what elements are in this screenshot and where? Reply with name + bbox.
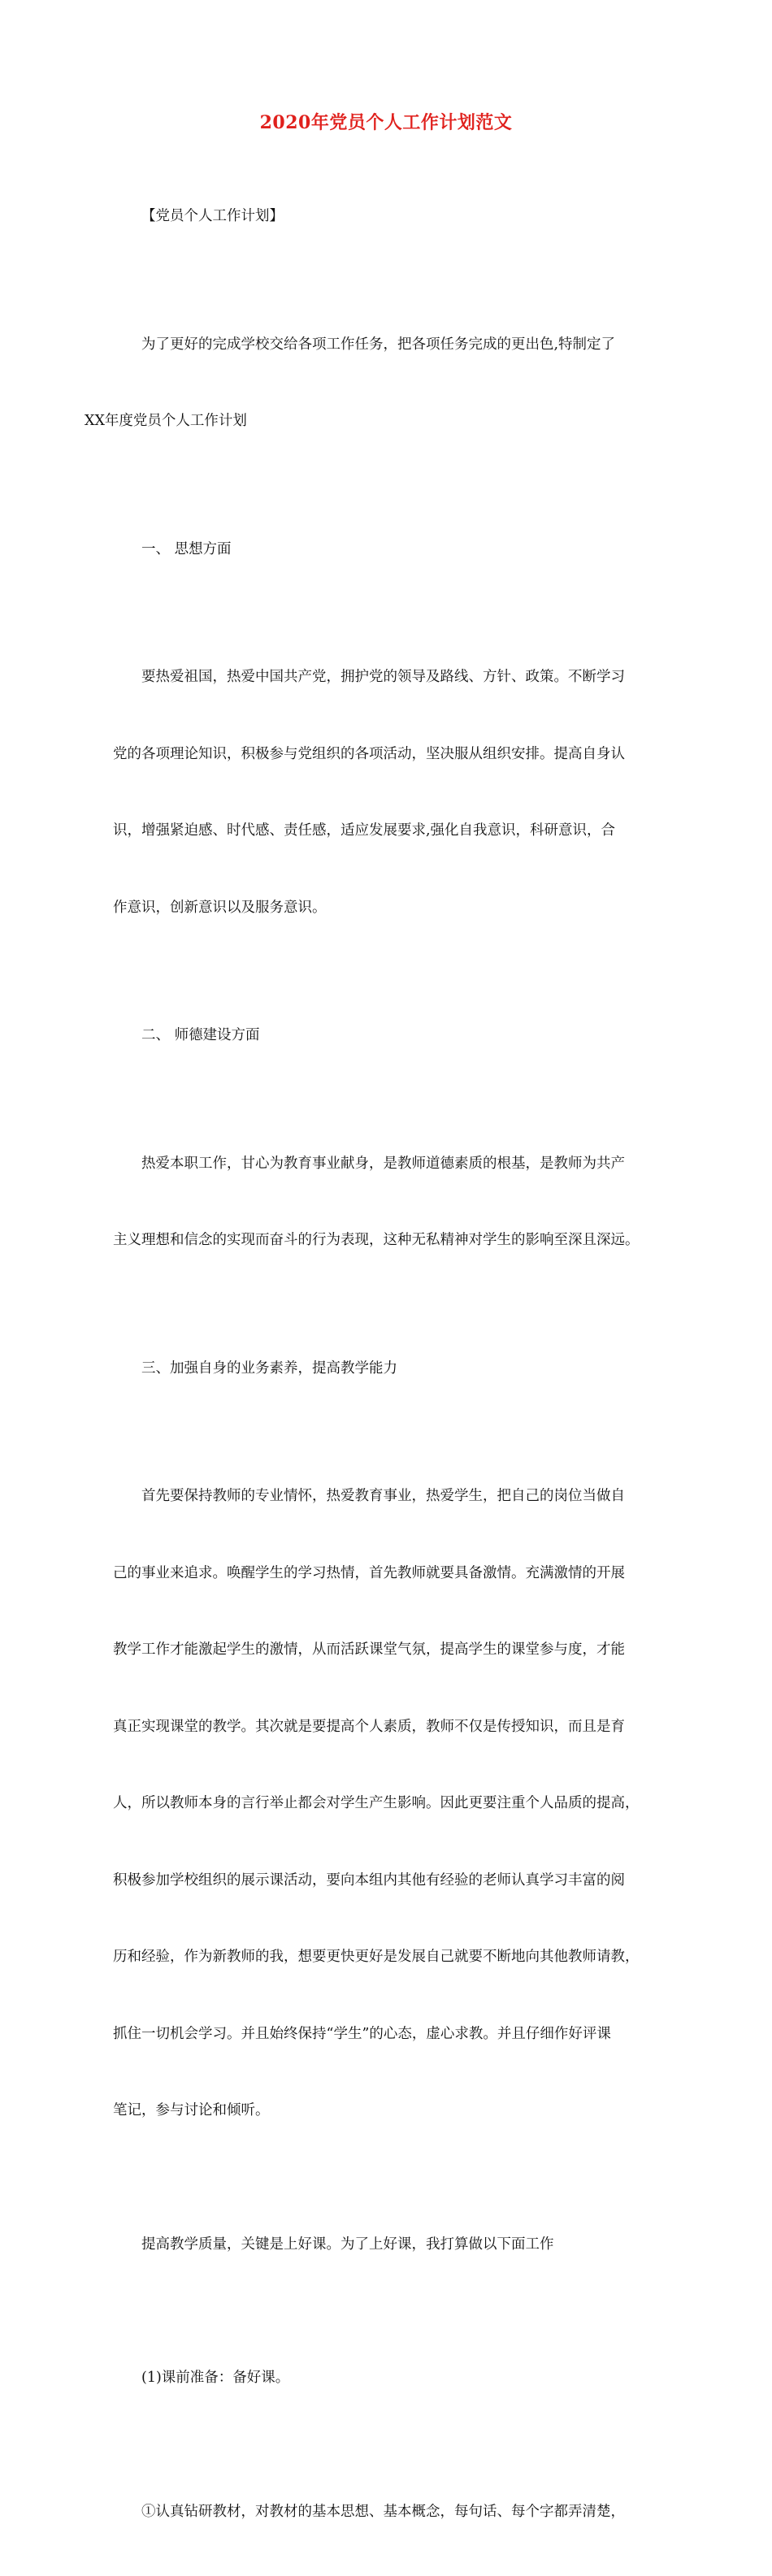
text-line: 要热爱祖国，热爱中国共产党，拥护党的领导及路线、方针、政策。不断学习 xyxy=(113,665,666,691)
text-line: 【党员个人工作计划】 xyxy=(113,204,666,230)
document-body xyxy=(113,153,666,2576)
section-heading-2 xyxy=(113,972,666,1100)
text-line: 三、加强自身的业务素养，提高教学能力 xyxy=(113,1356,666,1382)
paragraph-heading xyxy=(113,153,666,281)
paragraph-teaching-quality xyxy=(113,2181,666,2309)
text-line: 为了更好的完成学校交给各项工作任务，把各项任务完成的更出色,特制定了 xyxy=(113,332,666,358)
text-line: 热爱本职工作，甘心为教育事业献身，是教师道德素质的根基，是教师为共产 xyxy=(113,1151,666,1177)
text-line: 笔记，参与讨论和倾听。 xyxy=(85,2098,666,2124)
text-line: (1)课前准备：备好课。 xyxy=(113,2366,666,2392)
text-line: XX年度党员个人工作计划 xyxy=(85,409,666,435)
text-line: 一、 思想方面 xyxy=(113,537,666,563)
text-line: 主义理想和信念的实现而奋斗的行为表现，这种无私精神对学生的影响至深且深远。 xyxy=(85,1228,666,1254)
text-line: 识，增强紧迫感、时代感、责任感，适应发展要求,强化自我意识，科研意识，合 xyxy=(85,818,666,844)
section-heading-3 xyxy=(113,1305,666,1433)
paragraph-section-3 xyxy=(113,1433,666,2175)
document-page xyxy=(0,0,772,1000)
text-line: 作意识，创新意识以及服务意识。 xyxy=(85,896,666,922)
section-heading-1 xyxy=(113,486,666,614)
text-line: ①认真钻研教材，对教材的基本思想、基本概念，每句话、每个字都弄清楚， xyxy=(113,2500,666,2526)
text-line: 提高教学质量，关键是上好课。为了上好课，我打算做以下面工作 xyxy=(113,2232,666,2258)
text-line: 积极参加学校组织的展示课活动，要向本组内其他有经验的老师认真学习丰富的阅 xyxy=(85,1868,666,1894)
paragraph-intro xyxy=(113,281,666,486)
text-line: 真正实现课堂的教学。其次就是要提高个人素质，教师不仅是传授知识，而且是育 xyxy=(85,1715,666,1741)
text-line: 抓住一切机会学习。并且始终保持“学生”的心态，虚心求教。并且仔细作好评课 xyxy=(85,2022,666,2048)
text-line: 二、 师德建设方面 xyxy=(113,1023,666,1049)
text-line: 己的事业来追求。唤醒学生的学习热情，首先教师就要具备激情。充满激情的开展 xyxy=(85,1561,666,1587)
list-subitem-1 xyxy=(113,2448,666,2576)
list-item-1 xyxy=(113,2314,666,2443)
text-line: 人，所以教师本身的言行举止都会对学生产生影响。因此更要注重个人品质的提高， xyxy=(85,1791,666,1817)
text-line: 历和经验，作为新教师的我，想要更快更好是发展自己就要不断地向其他教师请教， xyxy=(85,1945,666,1971)
text-line: 教学工作才能激起学生的激情，从而活跃课堂气氛，提高学生的课堂参与度，才能 xyxy=(85,1637,666,1663)
document-title: 2020年党员个人工作计划范文 xyxy=(0,109,772,134)
paragraph-section-1 xyxy=(113,614,666,972)
text-line: 党的各项理论知识，积极参与党组织的各项活动，坚决服从组织安排。提高自身认 xyxy=(85,742,666,768)
text-line: 首先要保持教师的专业情怀，热爱教育事业，热爱学生，把自己的岗位当做自 xyxy=(113,1484,666,1510)
paragraph-section-2 xyxy=(113,1100,666,1305)
